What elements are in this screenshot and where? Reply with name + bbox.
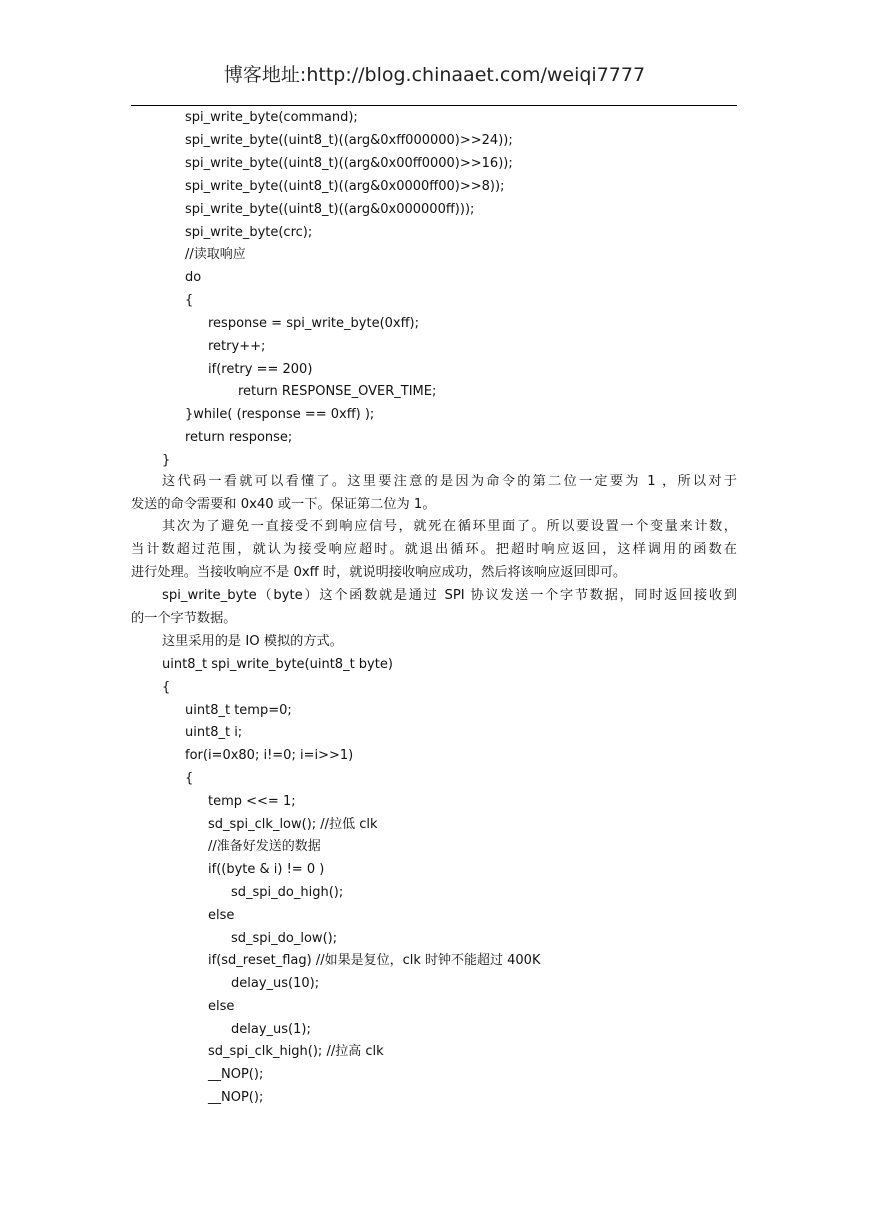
code-line: }while( (response == 0xff) ); [185, 407, 375, 422]
code-line: { [185, 293, 194, 308]
code-line: spi_write_byte((uint8_t)((arg&0xff000000)>>24)); [185, 133, 513, 148]
code-line: sd_spi_clk_high(); //拉高 clk [208, 1044, 384, 1059]
code-line: __NOP(); [208, 1067, 264, 1082]
paragraph-line: 其次为了避免一直接受不到响应信号，就死在循环里面了。所以要设置一个变量来计数， [162, 519, 737, 534]
code-line: return RESPONSE_OVER_TIME; [238, 384, 437, 399]
code-line: { [185, 771, 194, 786]
code-line: return response; [185, 430, 293, 445]
code-line: spi_write_byte((uint8_t)((arg&0x000000ff))); [185, 202, 475, 217]
code-line: sd_spi_do_low(); [231, 931, 338, 946]
code-line: uint8_t spi_write_byte(uint8_t byte) [162, 657, 393, 672]
code-line: else [208, 908, 235, 923]
code-line: } [162, 453, 171, 468]
code-line: delay_us(1); [231, 1022, 311, 1037]
code-line: spi_write_byte(crc); [185, 225, 313, 240]
header-divider [131, 105, 737, 106]
code-line: if((byte & i) != 0 ) [208, 862, 325, 877]
code-line: if(sd_reset_flag) //如果是复位，clk 时钟不能超过 400K [208, 953, 541, 968]
code-line: sd_spi_do_high(); [231, 885, 344, 900]
code-line: if(retry == 200) [208, 362, 313, 377]
code-line: __NOP(); [208, 1090, 264, 1105]
code-line: sd_spi_clk_low(); //拉低 clk [208, 817, 378, 832]
code-line: spi_write_byte((uint8_t)((arg&0x00ff0000)>>16)); [185, 156, 513, 171]
code-line: retry++; [208, 339, 266, 354]
paragraph-line: spi_write_byte（byte）这个函数就是通过 SPI 协议发送一个字节数据，同时返回接收到 [162, 588, 737, 603]
code-line: spi_write_byte((uint8_t)((arg&0x0000ff00)>>8)); [185, 179, 505, 194]
paragraph-line: 进行处理。当接收响应不是 0xff 时，就说明接收响应成功，然后将该响应返回即可。 [131, 565, 627, 580]
paragraph-line: 这里采用的是 IO 模拟的方式。 [162, 634, 343, 649]
code-line: else [208, 999, 235, 1014]
code-comment: //读取响应 [185, 247, 246, 262]
code-comment: //准备好发送的数据 [208, 839, 321, 854]
code-line: uint8_t temp=0; [185, 703, 292, 718]
code-line: for(i=0x80; i!=0; i=i>>1) [185, 748, 354, 763]
code-line: { [162, 680, 171, 695]
paragraph-line: 发送的命令需要和 0x40 或一下。保证第二位为 1。 [131, 497, 436, 512]
code-line: uint8_t i; [185, 725, 243, 740]
code-line: spi_write_byte(command); [185, 110, 358, 125]
code-line: do [185, 270, 202, 285]
page-header-title: 博客地址:http://blog.chinaaet.com/weiqi7777 [223, 64, 646, 86]
code-line: delay_us(10); [231, 976, 320, 991]
code-line: temp <<= 1; [208, 794, 296, 809]
code-line: response = spi_write_byte(0xff); [208, 316, 420, 331]
paragraph-line: 当计数超过范围，就认为接受响应超时。就退出循环。把超时响应返回，这样调用的函数在 [131, 542, 737, 557]
paragraph-line: 这代码一看就可以看懂了。这里要注意的是因为命令的第二位一定要为 1 ，所以对于 [162, 474, 737, 489]
paragraph-line: 的一个字节数据。 [131, 611, 237, 626]
